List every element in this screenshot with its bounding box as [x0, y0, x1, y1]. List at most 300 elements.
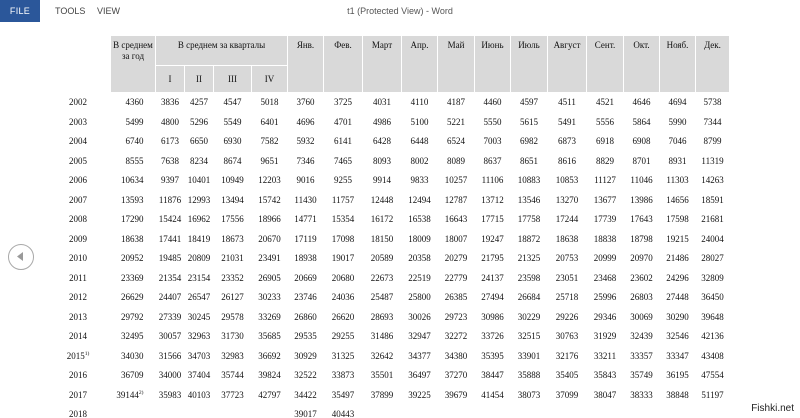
month-cell: 4110 [410, 97, 429, 107]
quarter-cell: 3836 [161, 97, 179, 107]
month-cell: 11319 [701, 155, 724, 166]
month-cell: 24137 [481, 272, 504, 283]
month-cell: 13712 [481, 194, 504, 205]
quarter-cell: 26547 [187, 292, 211, 302]
table-row [46, 171, 730, 191]
avg-year-cell: 29792 [121, 311, 144, 322]
month-cell: 8093 [373, 155, 391, 166]
quarter-cell: 20670 [258, 233, 281, 244]
quarter-cell: 17441 [158, 233, 182, 244]
table-row [46, 405, 730, 418]
quarter-cell: 6173 [161, 136, 179, 146]
month-cell: 20680 [331, 272, 355, 283]
month-cell: 29723 [444, 311, 468, 322]
month-cell: 17598 [666, 214, 689, 224]
avg-year-cell: 20952 [121, 253, 144, 263]
table-row [46, 386, 730, 406]
quarter-cell: 39824 [258, 370, 281, 380]
table-row [46, 288, 730, 308]
tab-file[interactable]: FILE [0, 0, 40, 22]
quarter-cell: 27339 [158, 311, 182, 322]
month-cell: 31929 [593, 331, 617, 341]
month-header: Нояб. [660, 36, 696, 93]
quarter-cell: 32983 [221, 350, 244, 361]
quarter-cell: 32963 [187, 331, 211, 341]
month-cell: 18838 [593, 233, 617, 244]
year-cell: 2018 [46, 405, 111, 418]
quarter-cell: 18966 [258, 214, 281, 224]
month-cell: 10257 [444, 175, 468, 185]
month-cell: 36450 [701, 292, 724, 302]
month-cell [438, 405, 475, 418]
month-cell: 16172 [370, 214, 394, 224]
table-row [46, 347, 730, 367]
month-cell: 4701 [334, 116, 352, 127]
quarter-cell: 8674 [223, 155, 242, 166]
month-cell: 9016 [296, 175, 315, 185]
quarter-cell: 17556 [221, 214, 244, 224]
month-cell: 11430 [294, 194, 317, 205]
quarter-cell: 35983 [158, 389, 182, 400]
month-cell: 38848 [666, 389, 689, 400]
month-cell: 39679 [444, 389, 468, 400]
month-cell: 35405 [555, 370, 579, 380]
month-cell: 22519 [408, 272, 431, 283]
month-cell: 6918 [596, 136, 614, 146]
month-cell: 25718 [555, 292, 579, 302]
month-cell: 21681 [701, 214, 724, 224]
month-cell [660, 405, 696, 418]
month-cell: 11106 [481, 175, 504, 185]
quarter-cell: 20809 [187, 253, 211, 263]
month-cell: 36497 [408, 370, 431, 380]
month-cell: 20589 [370, 253, 394, 263]
avg-year-cell: 18638 [121, 233, 144, 244]
quarter-cell: 31566 [158, 350, 182, 361]
month-cell: 14771 [294, 214, 317, 224]
month-cell [587, 405, 624, 418]
month-cell: 18798 [630, 233, 653, 244]
month-cell: 21486 [666, 253, 689, 263]
month-cell: 30069 [630, 311, 653, 322]
month-cell: 37899 [370, 389, 394, 400]
month-cell: 4696 [296, 116, 315, 127]
month-cell: 6908 [632, 136, 651, 146]
month-cell: 24004 [701, 233, 724, 244]
quarter-cell: 5549 [223, 116, 242, 127]
year-cell: 2002 [46, 93, 111, 113]
month-cell: 5556 [596, 116, 614, 127]
triangle-left-icon [15, 251, 26, 262]
month-cell: 8829 [596, 155, 614, 166]
month-cell: 5990 [668, 116, 687, 127]
quarter-cell: 26127 [221, 292, 244, 302]
month-cell: 8002 [410, 155, 429, 166]
avg-year-cell: 26629 [121, 292, 144, 302]
month-header: Фев. [324, 36, 363, 93]
month-cell: 5221 [447, 116, 465, 127]
month-cell: 41454 [481, 389, 504, 400]
avg-year-cell: 8555 [125, 155, 144, 166]
table-row [46, 269, 730, 289]
month-cell: 35501 [370, 370, 394, 380]
quarter-cell: 12203 [258, 175, 281, 185]
month-cell: 26684 [517, 292, 541, 302]
month-cell: 13546 [517, 194, 541, 205]
quarter-cell: 15424 [158, 214, 182, 224]
year-cell: 2007 [46, 191, 111, 211]
month-cell: 25800 [408, 292, 431, 302]
month-header: Июль [511, 36, 548, 93]
month-cell: 11046 [630, 175, 653, 185]
quarter-cell: 4800 [161, 116, 179, 127]
avg-year-cell: 10634 [121, 175, 144, 185]
month-header: Окт. [624, 36, 660, 93]
watermark: Fishki.net [751, 403, 794, 414]
year-cell: 2005 [46, 152, 111, 172]
month-cell: 9914 [373, 175, 391, 185]
month-cell: 5100 [410, 116, 429, 127]
quarter-cell: 5018 [260, 97, 279, 107]
quarter-cell: 23491 [258, 253, 281, 263]
quarter-cell: 6650 [190, 136, 208, 146]
month-cell: 17758 [517, 214, 541, 224]
month-cell: 7465 [334, 155, 352, 166]
month-cell: 8799 [703, 136, 722, 146]
quarter-header: III [214, 66, 252, 93]
quarter-cell: 35744 [221, 370, 244, 380]
quarter-cell: 24407 [158, 292, 182, 302]
quarter-cell: 18419 [187, 233, 211, 244]
month-cell: 32515 [517, 331, 541, 341]
month-cell: 33873 [331, 370, 355, 380]
month-cell: 29226 [555, 311, 579, 322]
month-cell [475, 405, 511, 418]
month-cell [363, 405, 402, 418]
month-cell: 3725 [334, 97, 352, 107]
month-cell: 8089 [447, 155, 465, 166]
quarter-cell: 6930 [223, 136, 242, 146]
month-cell: 32272 [444, 331, 468, 341]
month-cell: 33901 [517, 350, 541, 361]
table-row [46, 93, 730, 113]
month-cell: 17244 [555, 214, 579, 224]
quarter-cell: 8234 [190, 155, 208, 166]
month-cell: 35749 [630, 370, 653, 380]
month-cell: 31325 [331, 350, 355, 361]
table-row [46, 308, 730, 328]
month-header: Дек. [696, 36, 730, 93]
quarter-cell: 18673 [221, 233, 244, 244]
avg-year-cell: 36709 [121, 370, 144, 380]
month-cell: 18009 [408, 233, 431, 244]
month-cell: 17643 [630, 214, 653, 224]
quarter-header: II [185, 66, 214, 93]
month-cell: 23051 [555, 272, 579, 283]
quarter-cell: 7582 [260, 136, 279, 146]
quarter-cell: 37404 [187, 370, 211, 380]
month-cell: 17739 [593, 214, 617, 224]
month-cell: 18938 [294, 253, 317, 263]
quarter-cell [185, 405, 214, 418]
footnote-mark: 2) [138, 389, 144, 396]
month-cell: 19017 [331, 253, 355, 263]
table-row [46, 327, 730, 347]
month-cell: 13986 [630, 194, 653, 205]
quarter-cell: 40103 [187, 389, 211, 400]
month-cell: 17715 [481, 214, 504, 224]
month-cell: 8651 [520, 155, 538, 166]
month-cell: 4597 [520, 97, 538, 107]
month-cell: 6982 [520, 136, 538, 146]
month-cell: 4521 [596, 97, 614, 107]
month-cell: 26860 [294, 311, 317, 322]
month-cell: 21795 [481, 253, 504, 263]
year-header [46, 36, 111, 93]
year-cell: 2009 [46, 230, 111, 250]
month-cell: 4986 [373, 116, 391, 127]
month-cell: 8637 [483, 155, 502, 166]
month-cell: 47554 [701, 370, 724, 380]
month-cell: 24036 [331, 292, 355, 302]
month-cell: 10883 [517, 175, 541, 185]
month-cell: 5864 [632, 116, 651, 127]
month-cell: 34377 [408, 350, 431, 361]
month-cell: 20279 [444, 253, 468, 263]
month-cell: 17098 [331, 233, 355, 244]
month-cell: 23602 [630, 272, 653, 283]
month-header: Апр. [402, 36, 438, 93]
month-cell: 14263 [701, 175, 724, 185]
month-cell: 8701 [632, 155, 651, 166]
month-cell: 33357 [630, 350, 653, 361]
month-cell: 37270 [444, 370, 468, 380]
month-cell: 4187 [447, 97, 465, 107]
year-cell: 2012 [46, 288, 111, 308]
avg-year-cell [111, 405, 156, 418]
quarter-cell: 42797 [258, 389, 281, 400]
quarter-header: IV [252, 66, 288, 93]
month-cell: 40443 [331, 409, 355, 418]
quarter-cell: 29578 [221, 311, 244, 322]
month-cell: 32642 [370, 350, 394, 361]
month-cell: 19215 [666, 233, 689, 244]
month-cell: 26803 [630, 292, 653, 302]
month-cell: 30229 [517, 311, 541, 322]
month-cell: 30763 [555, 331, 579, 341]
month-cell: 7346 [296, 155, 315, 166]
quarter-cell: 34703 [187, 350, 211, 361]
quarter-cell: 15742 [258, 194, 281, 205]
month-cell: 34422 [294, 389, 317, 400]
table-row [46, 113, 730, 133]
month-cell: 16538 [408, 214, 431, 224]
quarter-cell: 19485 [158, 253, 182, 263]
month-cell [548, 405, 587, 418]
title-bar [0, 0, 800, 22]
quarter-cell: 26905 [258, 272, 281, 283]
year-cell: 2003 [46, 113, 111, 133]
month-cell: 4694 [668, 97, 687, 107]
month-cell: 39225 [408, 389, 431, 400]
month-cell: 17119 [294, 233, 317, 244]
avg-year-cell: 6740 [125, 136, 144, 146]
quarter-cell: 34000 [158, 370, 182, 380]
table-row [46, 210, 730, 230]
month-cell: 5550 [483, 116, 502, 127]
quarter-cell: 31730 [221, 331, 244, 341]
year-cell: 2014 [46, 327, 111, 347]
month-cell: 3760 [296, 97, 315, 107]
month-cell: 11303 [666, 175, 689, 185]
month-cell: 24296 [666, 272, 689, 283]
table-row [46, 249, 730, 269]
month-cell: 19247 [481, 233, 504, 244]
month-cell: 11127 [594, 175, 616, 185]
month-cell: 6524 [447, 136, 465, 146]
month-cell: 8931 [668, 155, 687, 166]
quarter-cell: 30233 [258, 292, 281, 302]
month-cell: 11757 [331, 194, 355, 205]
tab-tools[interactable]: TOOLS [55, 6, 86, 16]
avg-year-cell: 13593 [121, 194, 144, 205]
month-cell: 12448 [370, 194, 394, 205]
month-cell: 6428 [373, 136, 391, 146]
quarter-cell: 5296 [190, 116, 208, 127]
quarter-cell: 35685 [258, 331, 281, 341]
quarter-cell: 4257 [190, 97, 208, 107]
month-cell: 13270 [555, 194, 579, 205]
avg-year-cell: 5499 [125, 116, 144, 127]
avg-year-cell: 4360 [125, 97, 144, 107]
month-cell: 32522 [294, 370, 317, 380]
month-cell: 38073 [517, 389, 541, 400]
month-cell: 43408 [701, 350, 724, 361]
month-header: Август [548, 36, 587, 93]
month-cell: 20970 [630, 253, 653, 263]
month-cell: 4460 [483, 97, 502, 107]
month-cell: 33726 [481, 331, 504, 341]
month-cell: 29535 [294, 331, 317, 341]
quarter-header: I [156, 66, 185, 93]
month-cell: 42136 [701, 331, 724, 341]
salary-table [45, 35, 730, 418]
month-cell: 28693 [370, 311, 394, 322]
quarter-cell: 33269 [258, 311, 281, 322]
month-cell: 29346 [593, 311, 617, 322]
table-row [46, 366, 730, 386]
tab-view[interactable]: VIEW [97, 6, 121, 16]
month-cell: 6448 [410, 136, 429, 146]
month-cell: 26620 [331, 311, 355, 322]
table-row [46, 152, 730, 172]
month-cell: 32439 [630, 331, 653, 341]
quarter-cell: 30245 [187, 311, 211, 322]
quarters-group-header: В среднем за кварталы [156, 36, 288, 66]
month-cell: 29255 [331, 331, 355, 341]
quarter-cell: 10949 [221, 175, 244, 185]
previous-page-button[interactable] [8, 244, 34, 270]
month-cell: 33211 [593, 350, 617, 361]
year-cell: 2004 [46, 132, 111, 152]
month-header: Июнь [475, 36, 511, 93]
month-cell: 32546 [666, 331, 689, 341]
table-row [46, 191, 730, 211]
quarter-cell: 7638 [161, 155, 179, 166]
table-body [46, 93, 730, 418]
month-cell: 30929 [294, 350, 317, 361]
month-cell: 12494 [408, 194, 431, 205]
month-cell: 34380 [444, 350, 468, 361]
quarter-cell: 11876 [158, 194, 182, 205]
month-cell: 22673 [370, 272, 394, 283]
month-cell: 6873 [558, 136, 576, 146]
year-cell: 2010 [46, 249, 111, 269]
month-cell: 9833 [410, 175, 429, 185]
month-cell: 15354 [331, 214, 355, 224]
month-header: Май [438, 36, 475, 93]
month-cell: 10853 [555, 175, 579, 185]
month-cell: 14656 [666, 194, 689, 205]
year-cell: 2017 [46, 386, 111, 406]
month-cell: 23746 [294, 292, 317, 302]
table-row [46, 230, 730, 250]
month-cell: 26385 [444, 292, 468, 302]
month-cell: 39648 [701, 311, 724, 322]
month-cell: 20999 [593, 253, 617, 263]
quarter-cell: 16962 [187, 214, 211, 224]
month-cell: 38447 [481, 370, 504, 380]
month-cell: 12787 [444, 194, 468, 205]
month-cell: 31486 [370, 331, 394, 341]
month-cell: 4031 [373, 97, 391, 107]
avg-year-cell: 39144$^{2)}$ [116, 389, 144, 400]
quarter-cell: 4547 [223, 97, 242, 107]
month-cell: 21325 [517, 253, 541, 263]
month-cell: 36195 [666, 370, 689, 380]
month-cell: 25487 [370, 292, 394, 302]
month-cell: 18591 [701, 194, 724, 205]
month-cell: 35395 [481, 350, 504, 361]
month-cell: 20753 [555, 253, 579, 263]
month-cell: 37099 [555, 389, 579, 400]
month-cell: 35888 [517, 370, 541, 380]
month-cell [624, 405, 660, 418]
month-cell: 33347 [666, 350, 689, 361]
month-cell: 32947 [408, 331, 431, 341]
year-cell: 2015$^{1)}$ [46, 347, 111, 367]
month-header: Сент. [587, 36, 624, 93]
quarter-cell: 13494 [221, 194, 244, 205]
year-cell: 2011 [46, 269, 111, 289]
month-cell: 28027 [701, 253, 724, 263]
month-cell: 27448 [666, 292, 689, 302]
quarter-cell: 36692 [258, 350, 281, 361]
month-header: Март [363, 36, 402, 93]
month-cell: 6141 [334, 136, 352, 146]
quarter-cell: 10401 [187, 175, 211, 185]
month-cell: 20669 [294, 272, 317, 283]
month-cell: 22779 [444, 272, 468, 283]
month-cell: 32809 [701, 272, 724, 283]
month-cell [511, 405, 548, 418]
month-cell: 38047 [593, 389, 617, 400]
quarter-cell: 30057 [158, 331, 182, 341]
month-cell: 5738 [703, 97, 722, 107]
month-cell: 18007 [444, 233, 468, 244]
avg-year-cell: 17290 [121, 214, 144, 224]
quarter-cell: 37723 [221, 389, 244, 400]
